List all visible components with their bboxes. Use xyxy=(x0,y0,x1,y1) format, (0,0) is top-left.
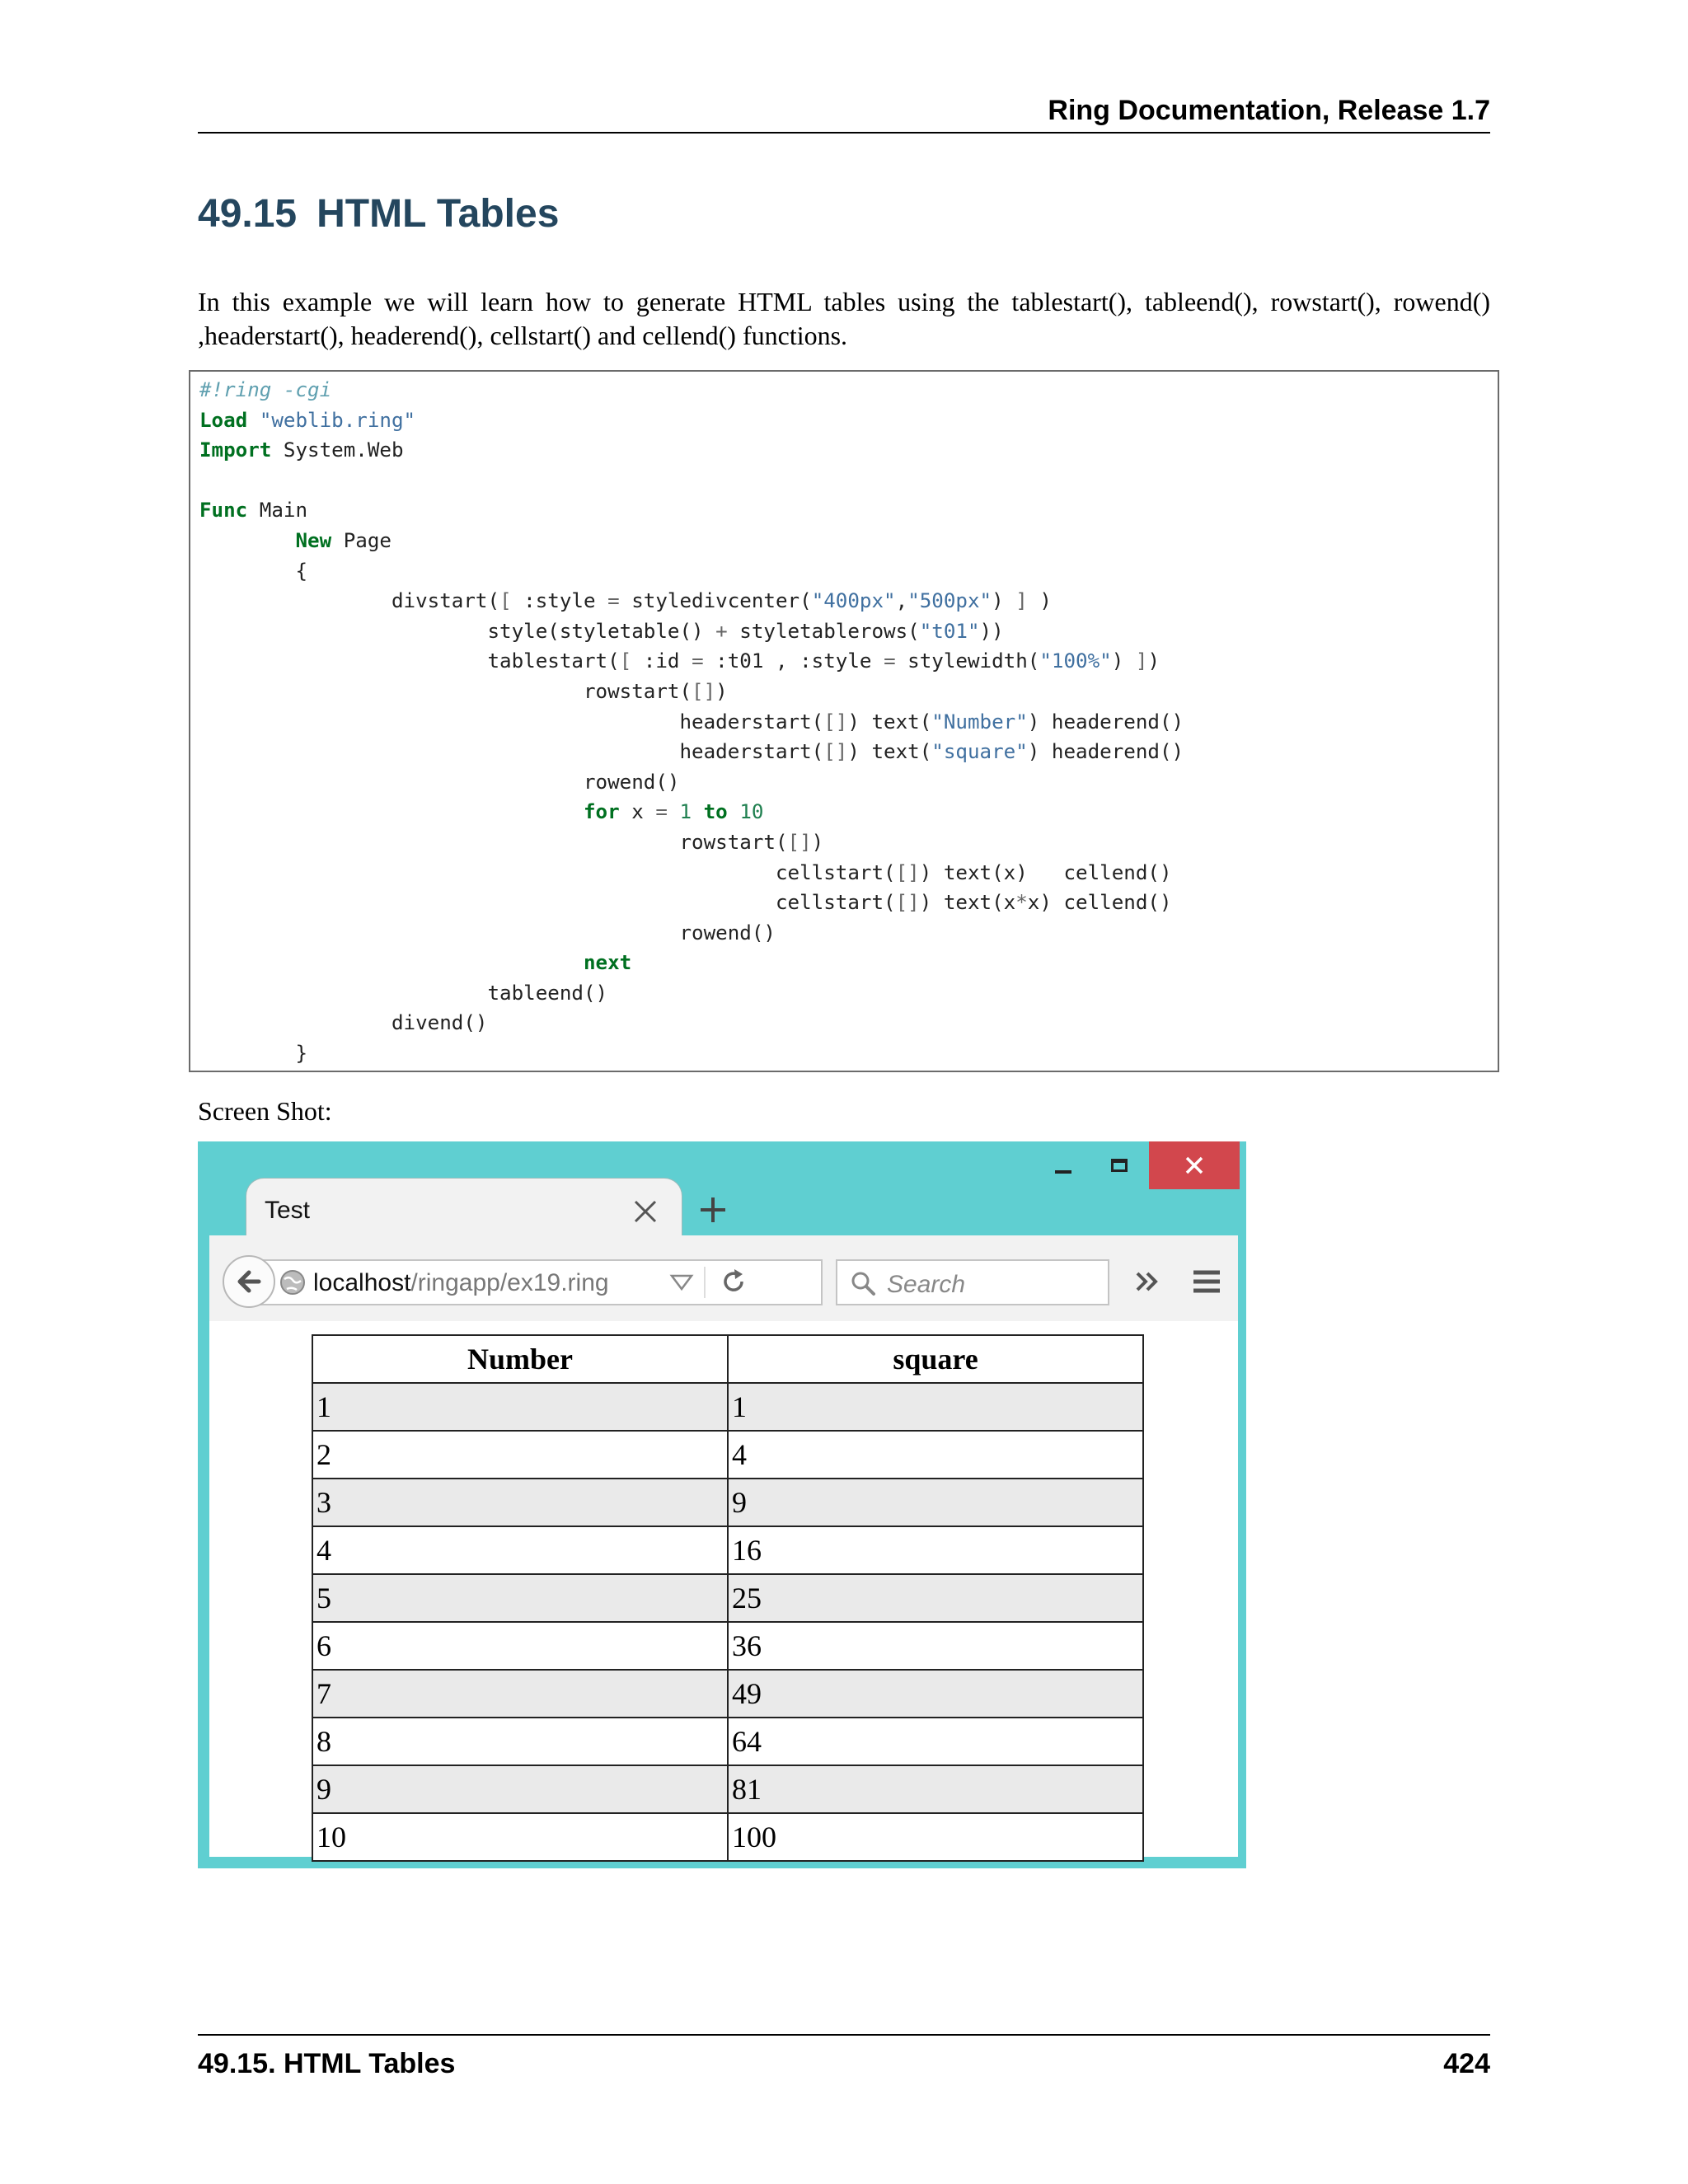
page-number: 424 xyxy=(1443,2048,1490,2079)
table-row xyxy=(312,1479,1143,1526)
cell-number: 5 xyxy=(312,1574,728,1622)
hamburger-menu-icon[interactable] xyxy=(1189,1263,1225,1300)
code-listing: #!ring -cgi Load "weblib.ring" Import System.Web Func Main New Page { divstart([ :style = styledivcenter("400px","500px") ] ) style(styletable() + styletablerows("t01")) tablestart([ :id = :t01 , :style = stylewidth("100%") ]) rowstart([]) headerstart([]) text("Number") headerend() headerstart([]) text("square") headerend() rowend() for x = 1 to 10 rowstart([]) cellstart([]) text(x) cellend() cellstart([]) text(x*x) cellend() rowend() next tableend() divend() } xyxy=(199,378,1184,1066)
cell-number: 1 xyxy=(312,1383,728,1431)
search-placeholder: Search xyxy=(887,1271,966,1298)
browser-toolbar xyxy=(209,1235,1238,1322)
browser-window xyxy=(198,1141,1246,1868)
column-header-square: square xyxy=(728,1335,1143,1383)
cell-square: 64 xyxy=(728,1718,1143,1765)
page-footer xyxy=(198,2034,1490,2085)
table-row xyxy=(312,1765,1143,1813)
section-title: HTML Tables xyxy=(316,192,560,236)
screenshot-label: Screen Shot: xyxy=(198,1096,332,1126)
table-row xyxy=(312,1718,1143,1765)
cell-number: 8 xyxy=(312,1718,728,1765)
tab-close-icon[interactable] xyxy=(632,1198,659,1225)
table-header-row xyxy=(312,1335,1143,1383)
url-text[interactable] xyxy=(313,1269,609,1297)
squares-table xyxy=(312,1334,1144,1862)
cell-number: 3 xyxy=(312,1479,728,1526)
close-window-button[interactable] xyxy=(1149,1141,1240,1189)
minimize-button[interactable] xyxy=(1043,1141,1083,1189)
table-row xyxy=(312,1813,1143,1861)
cell-square: 9 xyxy=(728,1479,1143,1526)
back-button[interactable] xyxy=(223,1255,275,1308)
cell-number: 6 xyxy=(312,1622,728,1670)
cell-number: 9 xyxy=(312,1765,728,1813)
minimize-icon xyxy=(1055,1170,1071,1174)
table-row xyxy=(312,1431,1143,1479)
back-arrow-icon xyxy=(234,1267,264,1296)
intro-paragraph: In this example we will learn how to generate HTML tables using the tablestart(), tableend(), rowstart(), rowend() ,headerstart(), headerend(), cellstart() and cellend() functions. xyxy=(198,287,1490,350)
section-heading xyxy=(198,191,559,237)
cell-square: 49 xyxy=(728,1670,1143,1718)
url-host: localhost xyxy=(313,1269,411,1296)
reload-icon[interactable] xyxy=(719,1267,748,1296)
cell-square: 81 xyxy=(728,1765,1143,1813)
globe-icon xyxy=(279,1268,307,1296)
column-header-number: Number xyxy=(312,1335,728,1383)
section-number: 49.15 xyxy=(198,192,298,236)
running-header: Ring Documentation, Release 1.7 xyxy=(198,89,1490,134)
cell-square: 1 xyxy=(728,1383,1143,1431)
cell-square: 100 xyxy=(728,1813,1143,1861)
table-row xyxy=(312,1670,1143,1718)
code-block xyxy=(189,370,1499,1072)
footer-section-ref: 49.15. HTML Tables xyxy=(198,2048,456,2079)
table-row xyxy=(312,1622,1143,1670)
search-icon xyxy=(849,1269,877,1297)
table-row xyxy=(312,1383,1143,1431)
cell-number: 4 xyxy=(312,1526,728,1574)
new-tab-plus-icon[interactable] xyxy=(692,1189,734,1230)
maximize-icon xyxy=(1111,1159,1128,1172)
url-separator xyxy=(704,1267,706,1298)
cell-square: 16 xyxy=(728,1526,1143,1574)
cell-number: 10 xyxy=(312,1813,728,1861)
url-path: /ringapp/ex19.ring xyxy=(410,1269,609,1296)
tab-title: Test xyxy=(265,1197,311,1224)
cell-square: 4 xyxy=(728,1431,1143,1479)
cell-square: 25 xyxy=(728,1574,1143,1622)
page-viewport xyxy=(209,1321,1238,1857)
cell-number: 7 xyxy=(312,1670,728,1718)
maximize-button[interactable] xyxy=(1100,1141,1139,1189)
overflow-chevrons-icon[interactable] xyxy=(1129,1263,1165,1300)
table-row xyxy=(312,1574,1143,1622)
close-icon xyxy=(1184,1155,1204,1175)
url-dropdown-icon[interactable] xyxy=(669,1272,694,1293)
cell-square: 36 xyxy=(728,1622,1143,1670)
search-box[interactable] xyxy=(836,1259,1109,1305)
table-row xyxy=(312,1526,1143,1574)
cell-number: 2 xyxy=(312,1431,728,1479)
